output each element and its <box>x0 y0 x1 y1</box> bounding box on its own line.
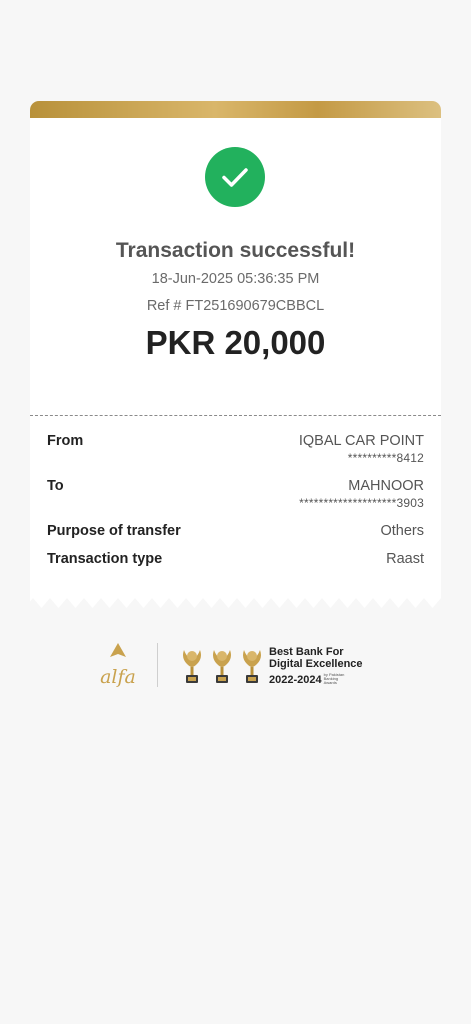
receipt-summary <box>30 118 441 415</box>
from-name: IQBAL CAR POINT <box>298 433 424 449</box>
from-account: **********8412 <box>347 451 424 465</box>
reference-number: Ref # FT251690679CBBCL <box>146 298 325 314</box>
award-line-2: Digital Excellence <box>269 658 363 670</box>
transaction-datetime: 18-Jun-2025 05:36:35 PM <box>151 271 320 287</box>
success-check-icon <box>205 147 265 207</box>
award-text <box>269 646 363 688</box>
footer-separator <box>157 643 158 687</box>
transaction-amount: PKR 20,000 <box>145 324 326 361</box>
trophy-awards-icon <box>179 644 267 688</box>
type-value: Raast <box>386 551 424 567</box>
alfa-logo-icon <box>94 640 142 688</box>
branding-footer <box>94 640 394 690</box>
award-line-1: Best Bank For <box>269 646 344 658</box>
type-label: Transaction type <box>47 551 163 567</box>
to-account: ********************3903 <box>299 496 424 510</box>
award-years: 2022-2024 <box>269 674 322 686</box>
receipt-torn-edge <box>30 598 441 610</box>
purpose-value: Others <box>380 523 424 539</box>
to-name: MAHNOOR <box>348 478 424 494</box>
award-by: by Pakistan Banking Awards <box>323 671 345 685</box>
svg-text:alfa: alfa <box>100 666 136 688</box>
to-label: To <box>47 478 64 494</box>
purpose-label: Purpose of transfer <box>47 523 181 539</box>
from-label: From <box>47 433 84 449</box>
transaction-receipt <box>30 101 441 610</box>
receipt-details <box>30 416 441 598</box>
status-title: Transaction successful! <box>115 239 356 262</box>
receipt-header-bar <box>30 101 441 118</box>
